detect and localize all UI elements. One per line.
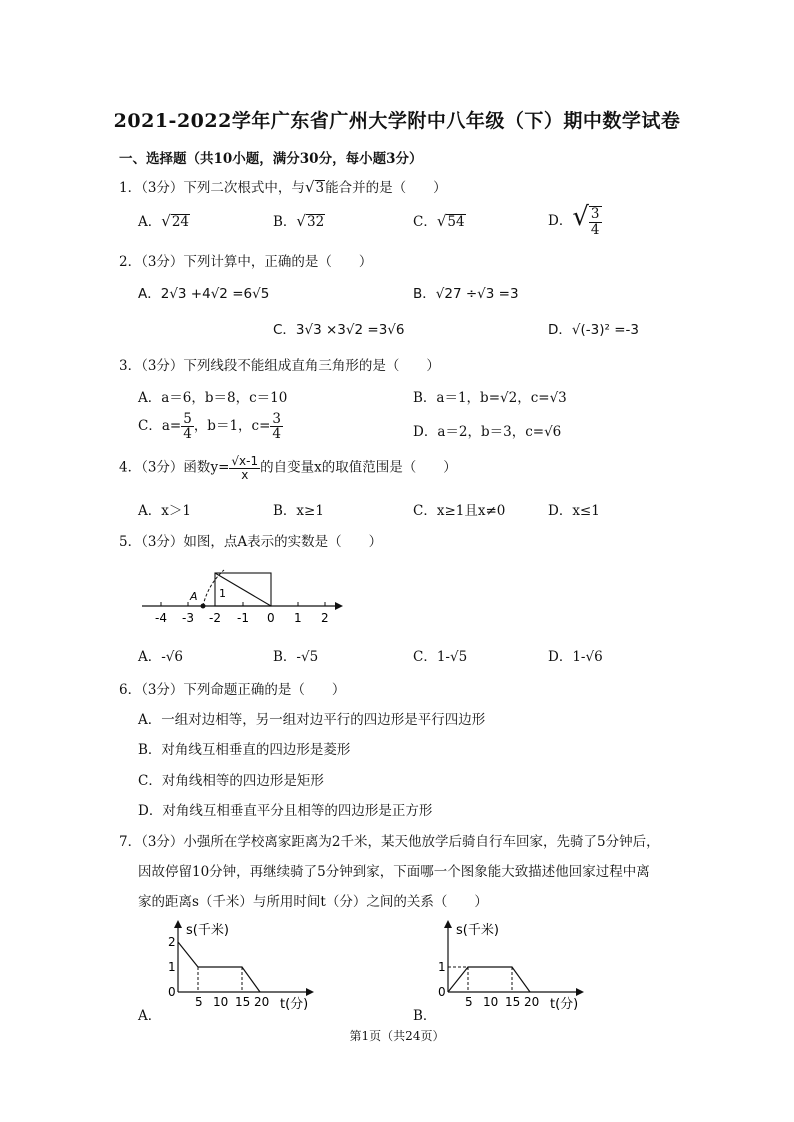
question-1-stem-end: 能合并的是（ ） bbox=[325, 180, 447, 196]
radicand: 3 bbox=[315, 180, 325, 196]
point-a-marker bbox=[201, 604, 206, 609]
q6-option-a[interactable]: A．一组对边相等，另一组对边平行的四边形是平行四边形 bbox=[138, 712, 486, 728]
q3-option-c[interactable] bbox=[138, 412, 283, 441]
tick-label: 0 bbox=[267, 611, 275, 625]
x-tick-label: 20 bbox=[254, 995, 270, 1009]
page-footer: 第1页（共24页） bbox=[349, 1029, 445, 1043]
option-label: C． bbox=[138, 418, 162, 435]
question-5: 5．（3分）如图，点A表示的实数是（ ） bbox=[119, 534, 383, 550]
question-7-line-2: 因故停留10分钟，再继续骑了5分钟到家，下面哪一个图象能大致描述他回家过程中离 bbox=[138, 864, 650, 880]
x-tick-label: 20 bbox=[524, 995, 540, 1009]
question-4-stem-end: 的自变量x的取值范围是（ ） bbox=[260, 459, 457, 476]
tick-label: -2 bbox=[209, 611, 221, 625]
q5-option-c[interactable]: C．1-√5 bbox=[413, 649, 468, 665]
question-6: 6．（3分）下列命题正确的是（ ） bbox=[119, 682, 346, 698]
function-y: y= bbox=[210, 459, 230, 476]
fraction-denominator: 4 bbox=[272, 426, 282, 443]
radicand: 32 bbox=[306, 214, 325, 230]
q4-option-d[interactable]: D．x≤1 bbox=[548, 503, 600, 519]
question-2: 2．（3分）下列计算中，正确的是（ ） bbox=[119, 254, 373, 270]
q7-option-a-label[interactable]: A． bbox=[138, 1008, 162, 1024]
y-tick-label: 2 bbox=[168, 935, 176, 949]
q3-option-d[interactable]: D．a＝2，b＝3，c=√6 bbox=[413, 424, 562, 440]
q6-option-b[interactable]: B．对角线互相垂直的四边形是菱形 bbox=[138, 742, 351, 758]
fraction-denominator: 4 bbox=[183, 426, 192, 443]
q6-option-d[interactable]: D．对角线互相垂直平分且相等的四边形是正方形 bbox=[138, 803, 433, 819]
y-axis-arrow-icon bbox=[174, 920, 182, 928]
y-axis-label: s(千米) bbox=[186, 923, 229, 938]
q7-option-b-label[interactable]: B． bbox=[413, 1008, 437, 1024]
graph-b[interactable] bbox=[430, 918, 590, 1010]
fraction-numerator: 3 bbox=[272, 411, 282, 427]
question-3: 3．（3分）下列线段不能组成直角三角形的是（ ） bbox=[119, 358, 440, 374]
y-tick-label: 1 bbox=[168, 960, 176, 974]
fraction-denominator: x bbox=[241, 467, 249, 482]
question-7-line-1: 7．（3分）小强所在学校离家距离为2千米，某天他放学后骑自行车回家，先骑了5分钟后， bbox=[119, 834, 660, 850]
option-label: D． bbox=[548, 213, 573, 229]
x-axis-arrow-icon bbox=[306, 988, 314, 996]
y-tick-label: 0 bbox=[168, 985, 176, 999]
x-tick-label: 5 bbox=[195, 995, 203, 1009]
point-a-label: A bbox=[190, 590, 198, 603]
x-axis-label: t(分) bbox=[280, 997, 309, 1010]
q2-option-a[interactable]: A．2√3 +4√2 =6√5 bbox=[138, 286, 270, 302]
q4-option-b[interactable]: B．x≥1 bbox=[273, 503, 324, 519]
q2-option-d[interactable]: D．√(-3)² =-3 bbox=[548, 322, 639, 338]
fraction-numerator: √x-1 bbox=[231, 454, 259, 468]
y-tick-label: 0 bbox=[438, 985, 446, 999]
tick-label: -3 bbox=[182, 611, 194, 625]
distance-time-line bbox=[178, 942, 260, 992]
q2-option-c[interactable]: C．3√3 ×3√2 =3√6 bbox=[273, 322, 405, 338]
q1-option-d[interactable]: D．√ $\frac{3}{4}$ bbox=[548, 202, 600, 238]
number-line-figure bbox=[140, 562, 350, 628]
q1-option-c[interactable]: C．√54 bbox=[413, 212, 465, 230]
q1-option-a[interactable]: A．√24 bbox=[138, 212, 189, 230]
section-heading: 一、选择题（共10小题，满分30分，每小题3分） bbox=[119, 151, 423, 167]
graph-a[interactable] bbox=[160, 918, 320, 1010]
distance-time-line bbox=[448, 967, 530, 992]
x-axis-arrow-icon bbox=[576, 988, 584, 996]
q4-option-c[interactable]: C．x≥1且x≠0 bbox=[413, 503, 506, 519]
tick-label: -4 bbox=[155, 611, 167, 625]
q5-option-b[interactable]: B．-√5 bbox=[273, 649, 319, 665]
q6-option-c[interactable]: C．对角线相等的四边形是矩形 bbox=[138, 773, 324, 789]
option-label: C． bbox=[413, 214, 437, 230]
q3-option-b[interactable]: B．a＝1，b=√2，c=√3 bbox=[413, 390, 567, 406]
x-tick-label: 15 bbox=[505, 995, 521, 1009]
variable-c: c= bbox=[251, 418, 271, 435]
question-4-stem: 4．（3分）函数 bbox=[119, 459, 211, 476]
tick-label: 1 bbox=[294, 611, 302, 625]
q3-option-a[interactable]: A．a＝6，b＝8，c＝10 bbox=[138, 390, 288, 406]
variable-a: a= bbox=[161, 418, 182, 435]
axis-arrow-icon bbox=[335, 602, 343, 610]
question-7-line-3: 家的距离s（千米）与所用时间t（分）之间的关系（ ） bbox=[138, 894, 488, 910]
x-tick-label: 10 bbox=[483, 995, 499, 1009]
fraction-denominator: 4 bbox=[590, 221, 600, 238]
fraction-numerator: 5 bbox=[183, 411, 192, 427]
option-label: B． bbox=[273, 214, 297, 230]
q1-option-b[interactable]: B．√32 bbox=[273, 212, 325, 230]
x-axis-label: t(分) bbox=[550, 997, 579, 1010]
fraction-numerator: 3 bbox=[590, 206, 600, 223]
y-axis-arrow-icon bbox=[444, 920, 452, 928]
q4-option-a[interactable]: A．x＞1 bbox=[138, 503, 191, 519]
q5-option-d[interactable]: D．1-√6 bbox=[548, 649, 603, 665]
y-tick-label: 1 bbox=[438, 960, 446, 974]
question-4 bbox=[119, 455, 457, 481]
question-1-stem: 1．（3分）下列二次根式中，与 bbox=[119, 180, 305, 196]
q5-option-a[interactable]: A．-√6 bbox=[138, 649, 184, 665]
radicand: 54 bbox=[447, 214, 465, 230]
tick-label: 2 bbox=[321, 611, 329, 625]
y-axis-label: s(千米) bbox=[456, 923, 499, 938]
side-length-label: 1 bbox=[219, 587, 226, 600]
x-tick-label: 5 bbox=[465, 995, 473, 1009]
option-text: ，b＝1， bbox=[193, 418, 252, 435]
x-tick-label: 15 bbox=[235, 995, 251, 1009]
x-tick-label: 10 bbox=[213, 995, 229, 1009]
tick-label: -1 bbox=[237, 611, 249, 625]
q2-option-b[interactable]: B．√27 ÷√3 =3 bbox=[413, 286, 519, 302]
radicand: 24 bbox=[171, 214, 189, 230]
question-1: 1．（3分）下列二次根式中，与√3能合并的是（ ） bbox=[119, 178, 447, 196]
option-label: A． bbox=[138, 214, 162, 230]
page-title: 2021-2022学年广东省广州大学附中八年级（下）期中数学试卷 bbox=[113, 110, 681, 132]
